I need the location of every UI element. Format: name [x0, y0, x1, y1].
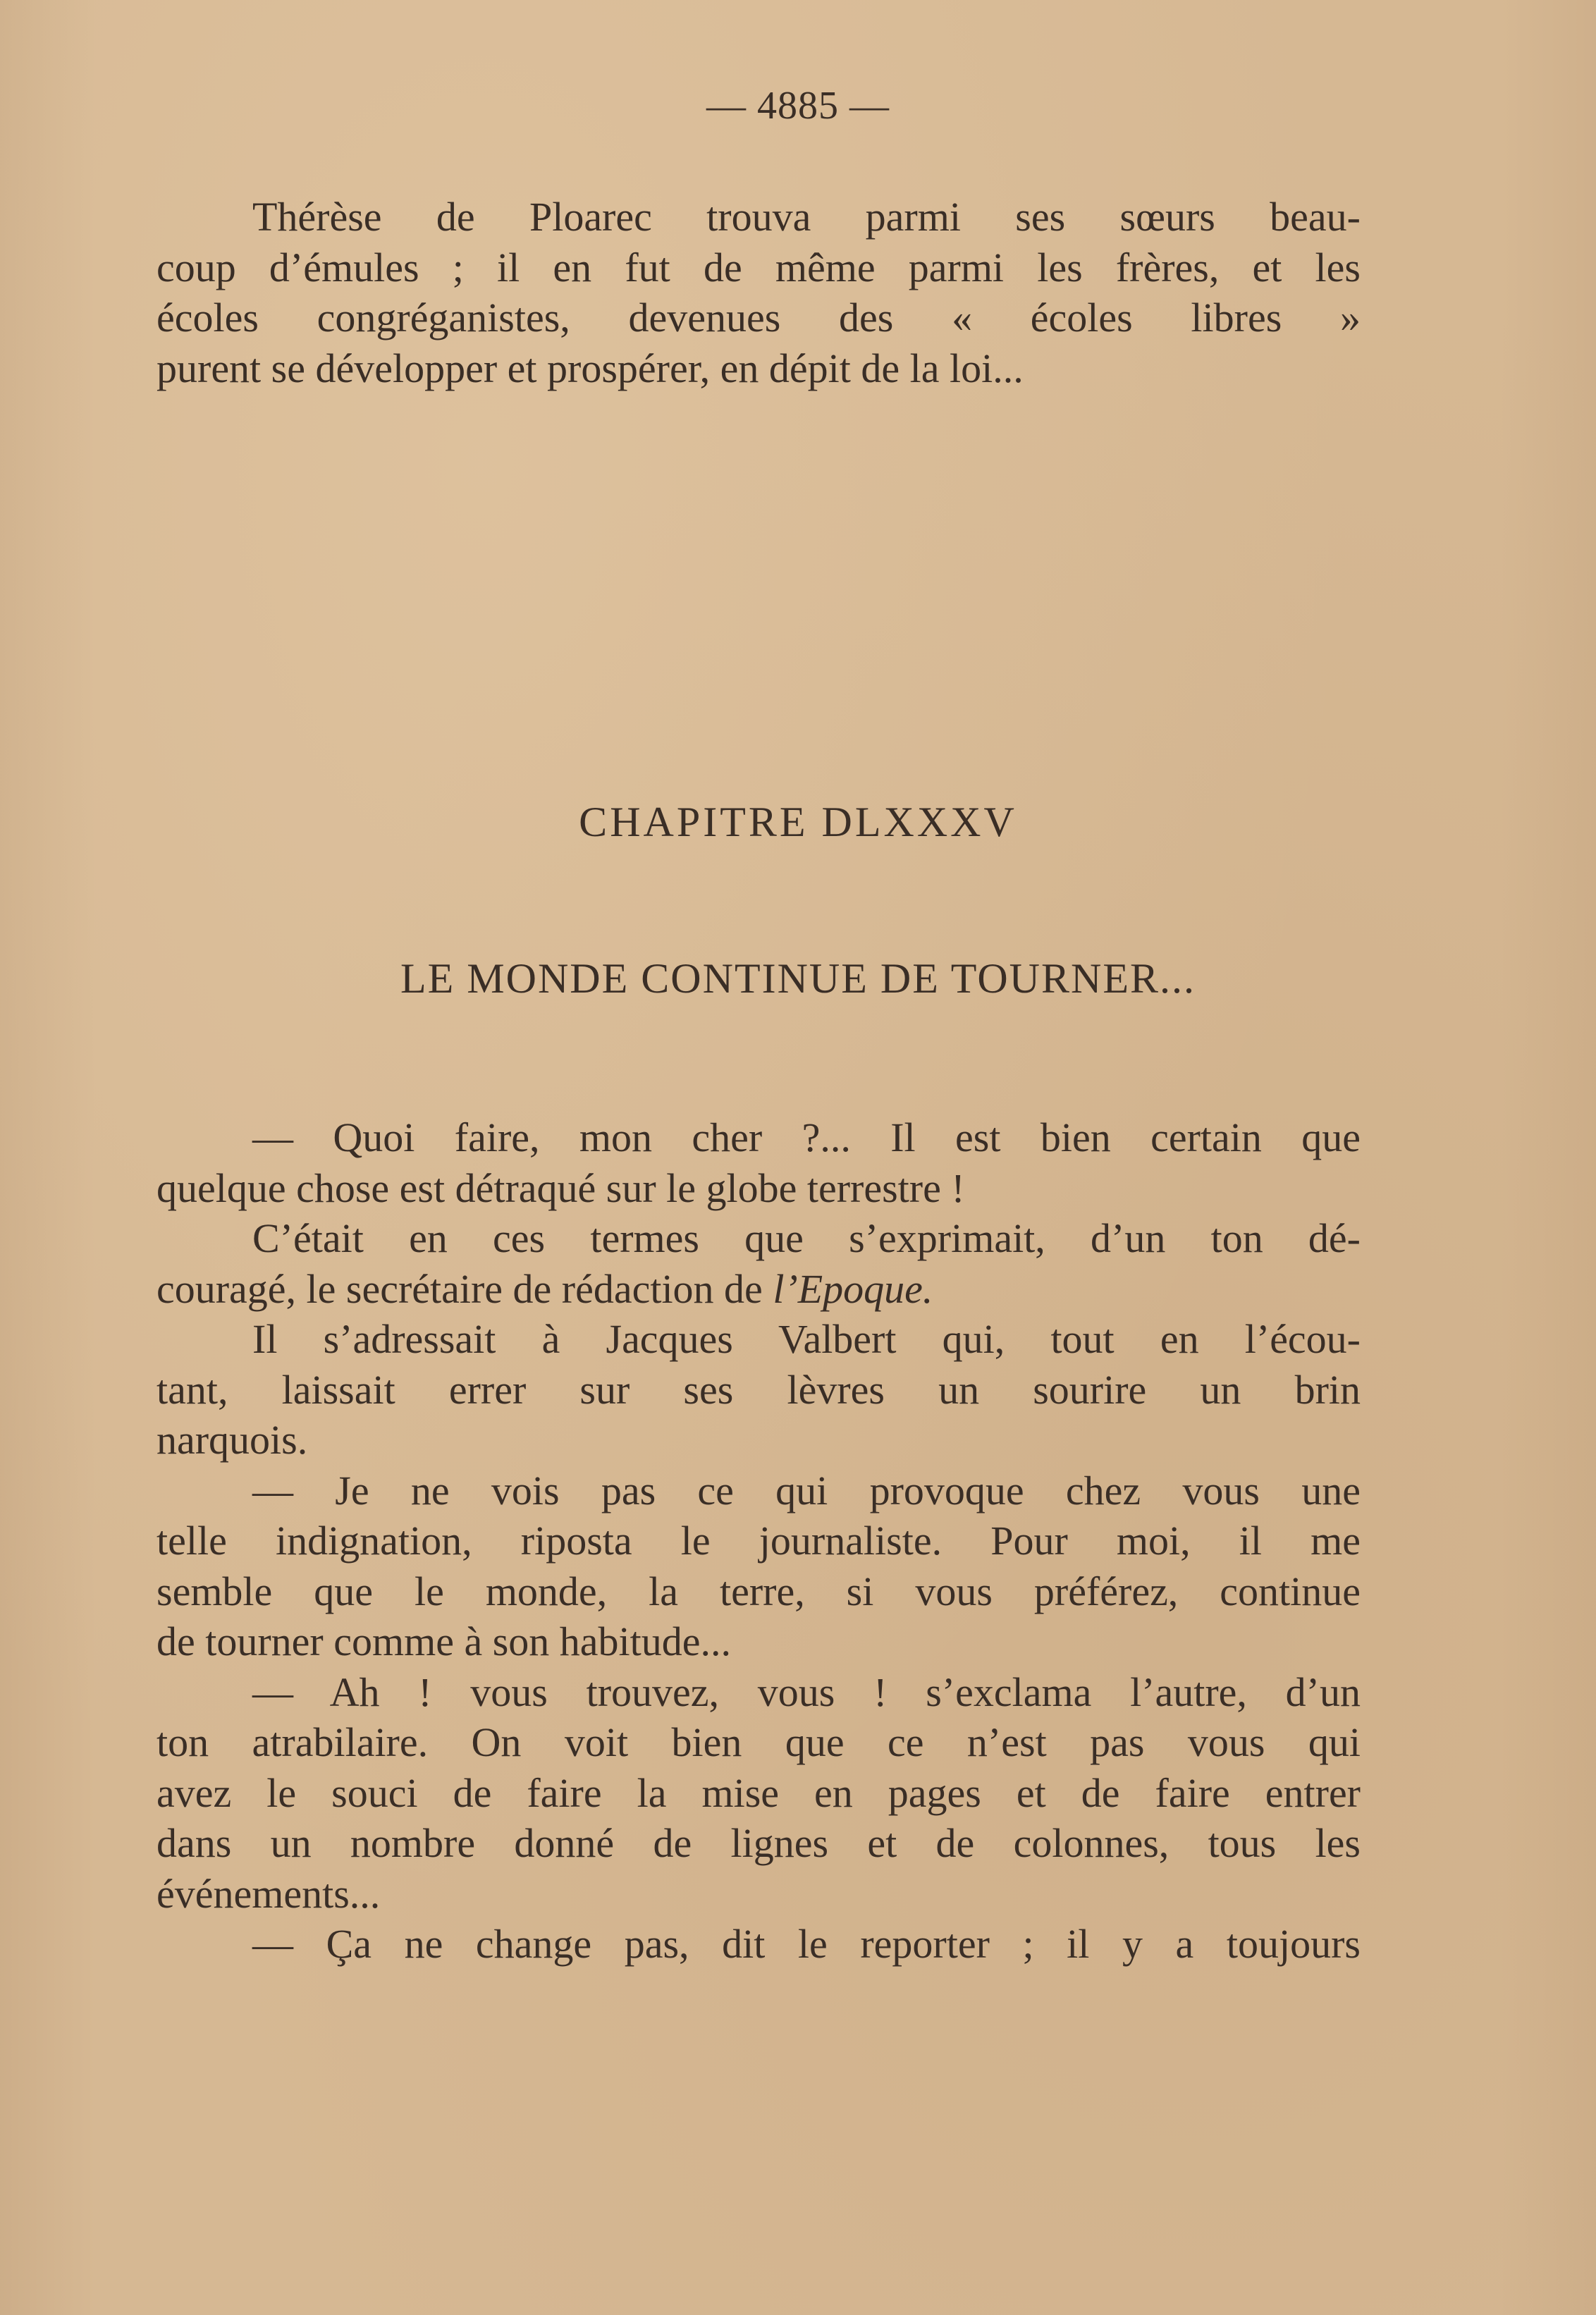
intro-paragraph: [156, 192, 1361, 393]
body-line: telle indignation, riposta le journaliste. Pour moi, il me: [156, 1518, 1361, 1564]
chapter-title: CHAPITRE DLXXXV: [579, 799, 1017, 845]
body-line: quelque chose est détraqué sur le globe terrestre !: [156, 1165, 965, 1211]
body-line: — Ah ! vous trouvez, vous ! s’exclama l’autre, d’un: [252, 1669, 1361, 1715]
page-number: — 4885 —: [706, 84, 890, 128]
body-line: événements...: [156, 1870, 381, 1917]
body-line-text: couragé, le secrétaire de rédaction de: [156, 1265, 773, 1312]
body-line: Il s’adressait à Jacques Valbert qui, tout en l’écou-: [252, 1316, 1361, 1362]
body-line: — Ça ne change pas, dit le reporter ; il y a toujours: [252, 1921, 1361, 1967]
body-line: C’était en ces termes que s’exprimait, d’un ton dé-: [252, 1215, 1361, 1261]
intro-line: écoles congréganistes, devenues des « écoles libres »: [156, 295, 1361, 340]
body-line: avez le souci de faire la mise en pages et de faire entrer: [156, 1769, 1361, 1816]
body-line: — Quoi faire, mon cher ?... Il est bien certain que: [252, 1114, 1361, 1160]
body-line: dans un nombre donné de lignes et de colonnes, tous les: [156, 1820, 1361, 1866]
body-line: ton atrabilaire. On voit bien que ce n’est pas vous qui: [156, 1719, 1361, 1765]
body-line: de tourner comme à son habitude...: [156, 1619, 731, 1664]
body-line: tant, laissait errer sur ses lèvres un sourire un brin: [156, 1366, 1361, 1413]
newspaper-name: l’Epoque.: [773, 1265, 933, 1312]
chapter-subtitle: LE MONDE CONTINUE DE TOURNER...: [400, 955, 1196, 1002]
body-line: semble que le monde, la terre, si vous préférez, continue: [156, 1568, 1361, 1614]
body-line-with-title: [156, 1264, 1361, 1315]
intro-line: coup d’émules ; il en fut de même parmi les frères, et les: [156, 244, 1361, 290]
body-line: narquois.: [156, 1417, 308, 1463]
intro-line: Thérèse de Ploarec trouva parmi ses sœurs beau-: [252, 194, 1361, 240]
body-line: — Je ne vois pas ce qui provoque chez vous une: [252, 1467, 1361, 1513]
chapter-body: [156, 1112, 1361, 1970]
intro-line: purent se développer et prospérer, en dépit de la loi...: [156, 345, 1024, 391]
